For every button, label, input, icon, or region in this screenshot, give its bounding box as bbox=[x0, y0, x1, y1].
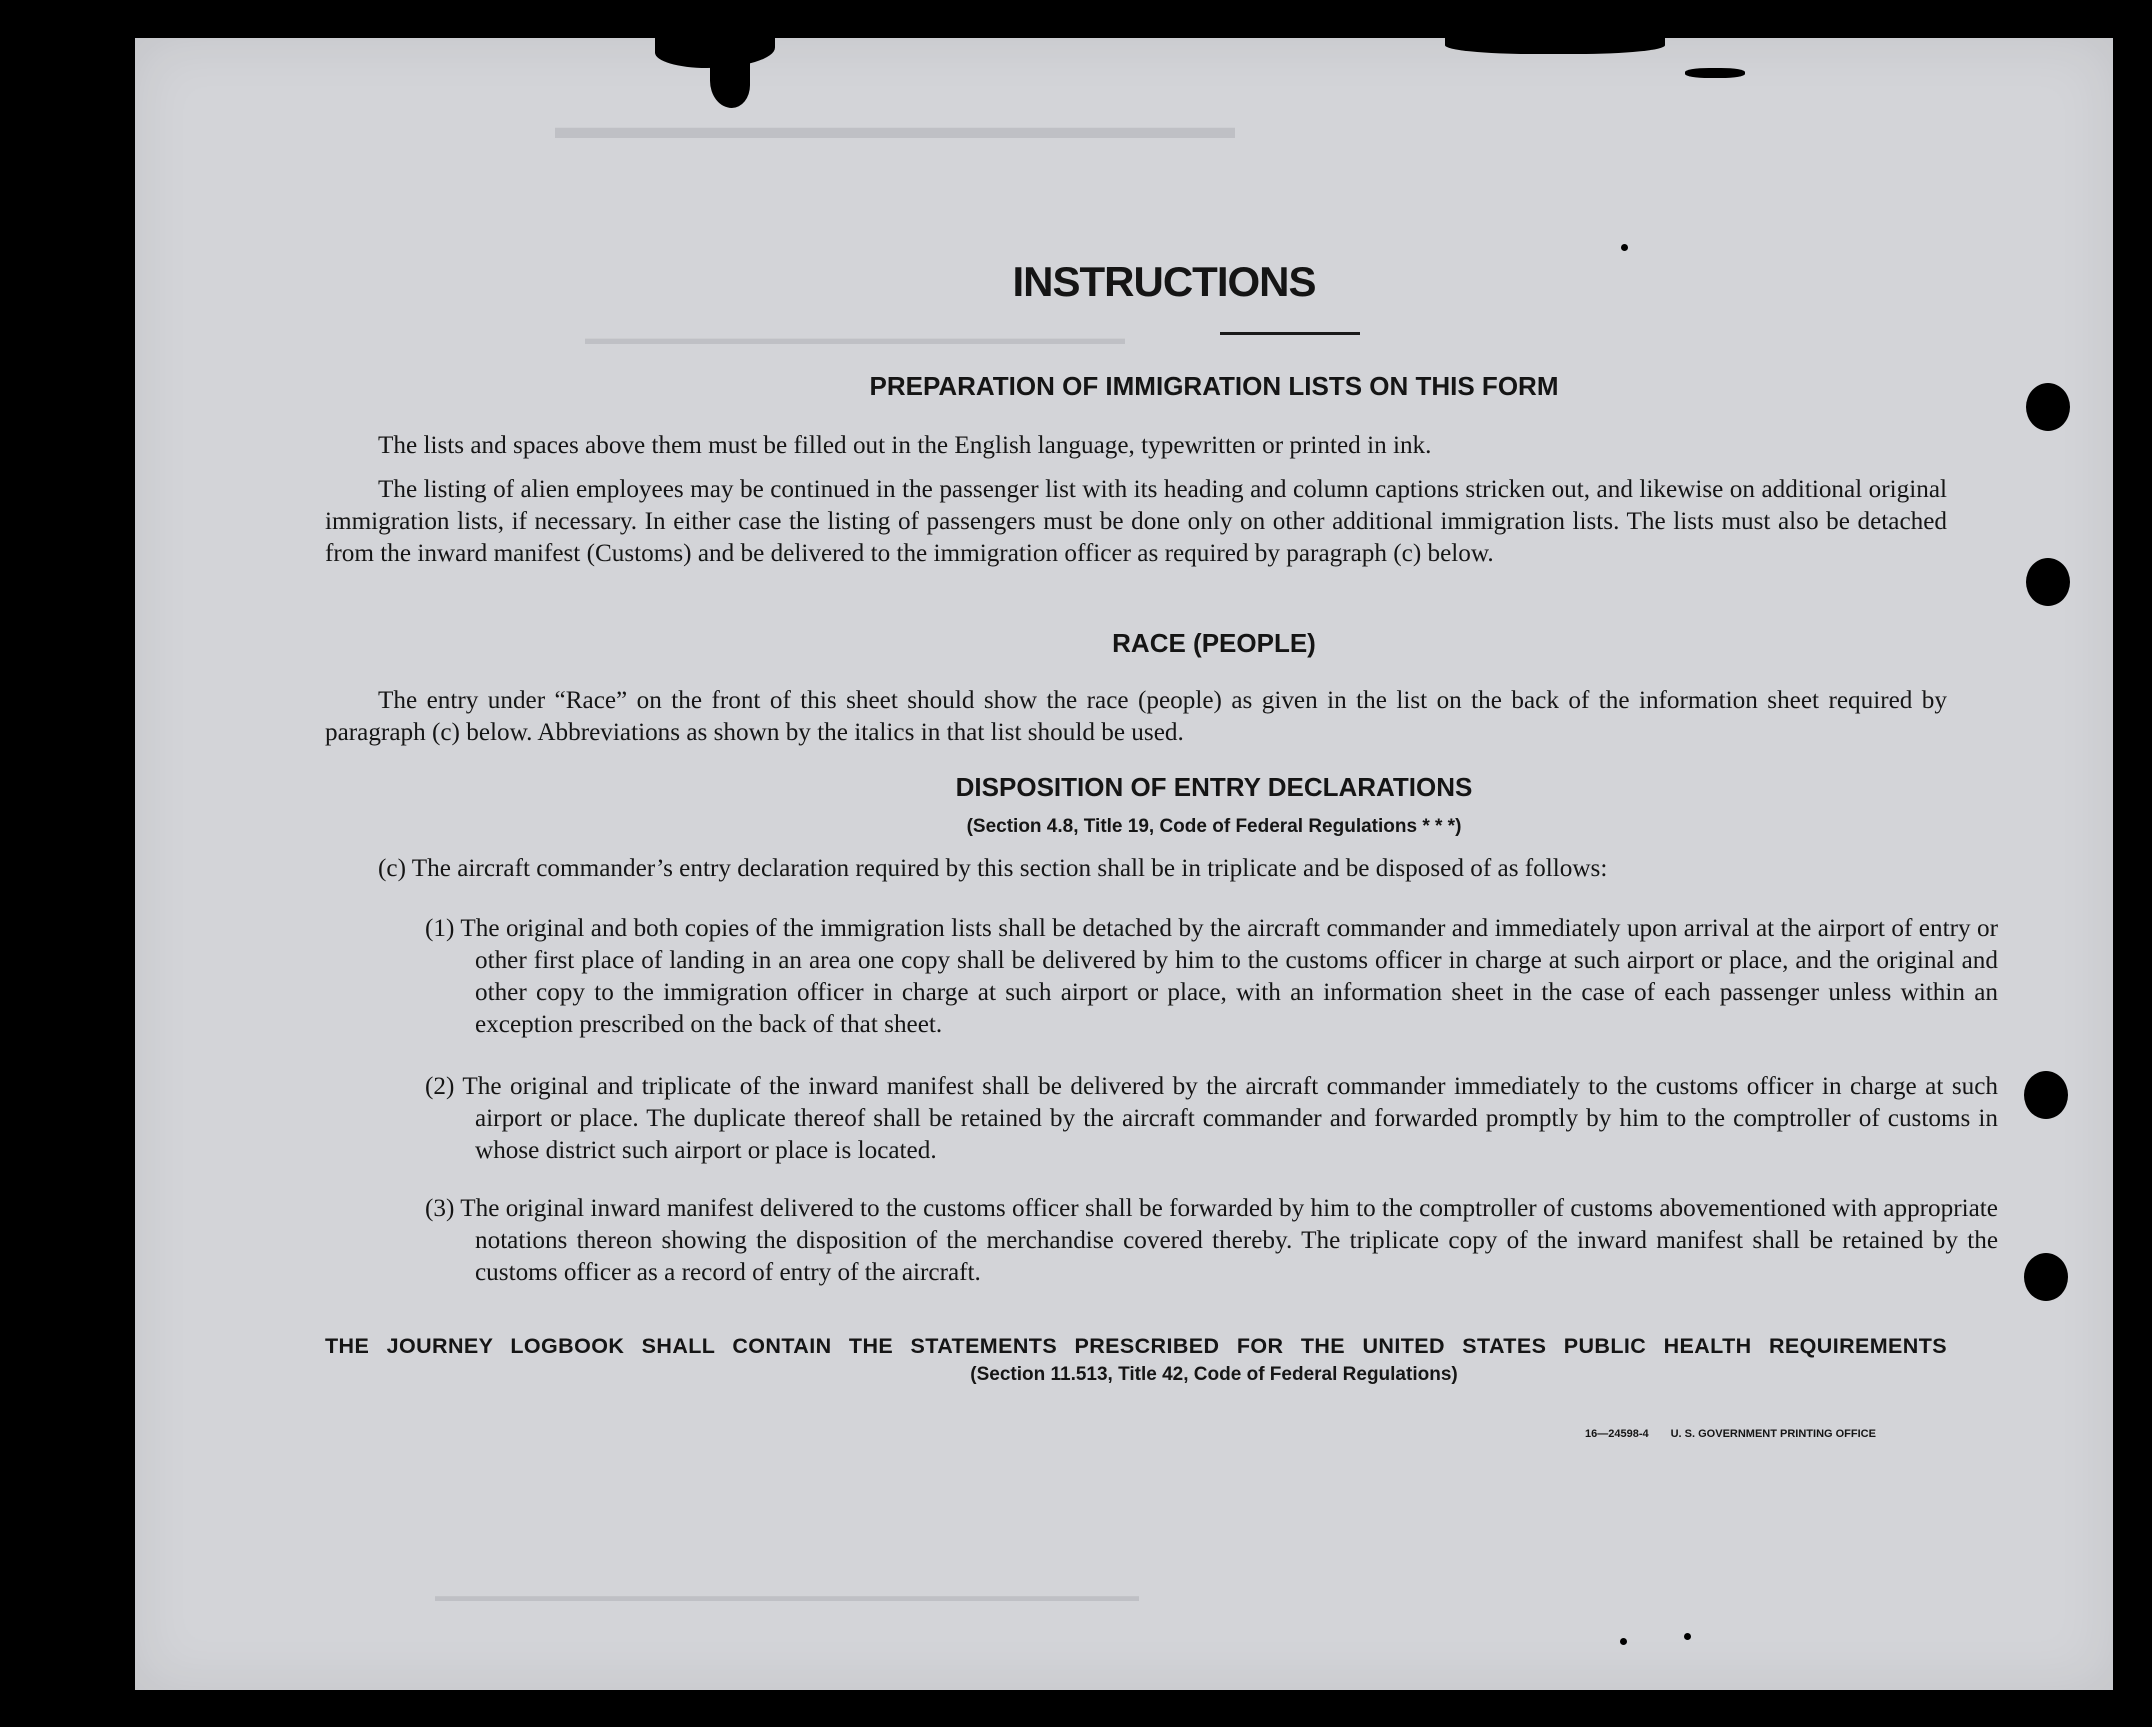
section-citation: (Section 4.8, Title 19, Code of Federal Regulations * * *) bbox=[966, 816, 1462, 837]
torn-edge bbox=[1685, 68, 1745, 78]
footer-citation: (Section 11.513, Title 42, Code of Federal Regulations) bbox=[970, 1364, 1458, 1385]
section-heading-disposition: DISPOSITION OF ENTRY DECLARATIONS bbox=[955, 772, 1473, 802]
form-number: 16—24598-4 bbox=[1585, 1428, 1649, 1440]
list-item: (3) The original inward manifest delivered to the customs officer shall be forwarded by him to the comptroller of customs abovementioned with appropriate notations thereon showing the disposition of the merchandise covered thereby. The triplicate copy of the inward manifest shall be retained by the customs officer as a record of entry of the aircraft. bbox=[425, 1195, 1998, 1286]
paragraph: The entry under “Race” on the front of this sheet should show the race (people) as given in the list on the back of the information sheet required by paragraph (c) below. Abbreviations as shown by the italics in that list should be used. bbox=[325, 687, 1947, 746]
torn-edge bbox=[710, 58, 750, 108]
speck bbox=[1620, 1638, 1627, 1645]
title-underline bbox=[1220, 332, 1360, 335]
speck bbox=[1621, 244, 1628, 251]
list-item: (2) The original and triplicate of the inward manifest shall be delivered by the aircraft commander immediately to the customs officer in charge at such airport or place. The duplicate thereof shall be retained by the aircraft commander and forwarded promptly by him to the comptroller of customs in whose district such airport or place is located. bbox=[425, 1073, 1998, 1164]
footer-statement: THE JOURNEY LOGBOOK SHALL CONTAIN THE STATEMENTS PRESCRIBED FOR THE UNITED STATES PUBLIC HEALTH REQUIREMENTS bbox=[325, 1334, 1947, 1358]
list-item: (1) The original and both copies of the immigration lists shall be detached by the aircraft commander and immediately upon arrival at the airport of entry or other first place of landing in an area one copy shall be delivered by him to the customs officer in charge at such airport or place, and the original and other copy to the immigration officer in charge at such airport or place, with an information sheet in the case of each passenger unless within an exception prescribed on the back of that sheet. bbox=[425, 915, 1998, 1038]
torn-edge bbox=[1445, 38, 1665, 54]
paragraph: The lists and spaces above them must be filled out in the English language, typewritten or printed in ink. bbox=[378, 432, 1432, 459]
punch-hole bbox=[2026, 558, 2070, 606]
section-heading-immigration-lists: PREPARATION OF IMMIGRATION LISTS ON THIS FORM bbox=[869, 371, 1559, 401]
printer-imprint bbox=[1585, 1428, 1876, 1440]
section-heading-race: RACE (PEOPLE) bbox=[1112, 628, 1316, 658]
punch-hole bbox=[2024, 1253, 2068, 1301]
bleed-through-header: ▬▬▬▬▬▬▬▬▬▬▬▬▬▬▬▬▬▬▬▬ bbox=[555, 108, 1235, 146]
paragraph: The listing of alien employees may be continued in the passenger list with its heading and column captions stricken out, and likewise on additional original immigration lists, if necessary. In either case the listing of passengers must be done only on other additional immigration lists. The lists must also be detached from the inward manifest (Customs) and be delivered to the immigration officer as required by paragraph (c) below. bbox=[325, 476, 1947, 567]
bleed-through-line: ▬▬▬▬▬▬▬▬▬▬▬▬▬▬▬▬▬▬▬▬▬▬▬▬▬▬▬▬▬▬▬▬▬▬▬▬▬▬▬▬▬▬▬▬ bbox=[435, 1588, 1139, 1605]
document-page bbox=[135, 38, 2113, 1690]
page-title: INSTRUCTIONS bbox=[1012, 258, 1316, 305]
punch-hole bbox=[2024, 1071, 2068, 1119]
printer-name: U. S. GOVERNMENT PRINTING OFFICE bbox=[1670, 1428, 1876, 1440]
bleed-through-line: ▬▬▬▬▬▬▬▬▬▬▬▬▬▬▬▬▬▬▬▬▬▬▬▬▬▬▬▬▬▬ bbox=[585, 328, 1125, 348]
speck bbox=[1684, 1633, 1691, 1640]
paragraph: (c) The aircraft commander’s entry declaration required by this section shall be in triplicate and be disposed of as follows: bbox=[378, 855, 1608, 882]
